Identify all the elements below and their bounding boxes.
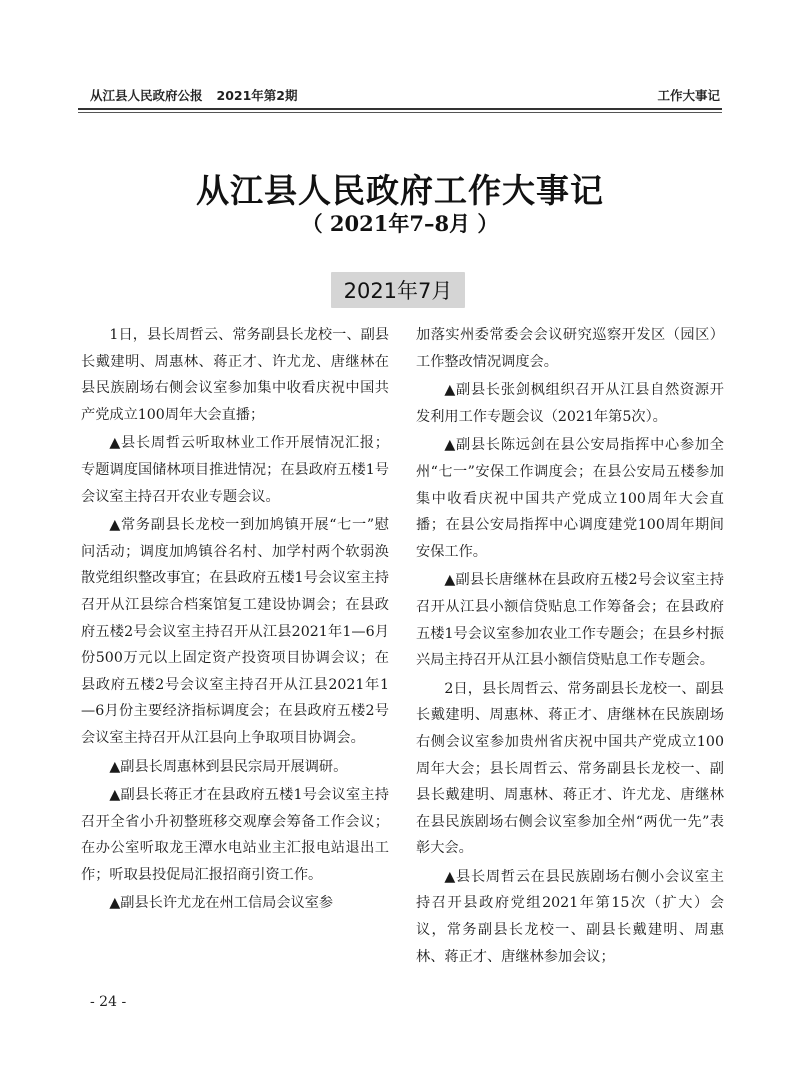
page-subtitle: （ 2021年7–8月 ）: [301, 211, 499, 236]
paragraph: ▲县长周哲云在县民族剧场右侧小会议室主持召开县政府党组2021年第15次（扩大）会议，常务副县长龙校一、副县长戴建明、周惠林、蒋正才、唐继林参加会议；: [416, 868, 724, 965]
paragraph: ▲副县长许尤龙在州工信局会议室参: [109, 895, 334, 912]
paragraph: ▲副县长蒋正才在县政府五楼1号会议室主持召开全省小升初整班移交观摩会筹备工作会议；在办公室听取龙王潭水电站业主汇报电站退出工作；听取县投促局汇报招商引资工作。: [81, 787, 389, 883]
paragraph: ▲常务副县长龙校一到加鸠镇开展“七一”慰问活动；调度加鸠镇谷名村、加学村两个软弱涣散党组织整改事宜；在县政府五楼1号会议室主持召开从江县综合档案馆复工建设协调会；在县政府五楼2号会议室主持召开从江县2021年1—6月份500万元以上固定资产投资项目协调会议；在县政府五楼2号会议室主持召开从江县2021年1—6月份主要经济指标调度会；在县政府五楼2号会议室主持召开从江县向上争取项目协调会。: [81, 517, 389, 746]
right-column: [416, 322, 724, 972]
section-name: 工作大事记: [657, 88, 720, 103]
month-label: 2021年7月: [343, 279, 453, 303]
left-column: [81, 322, 389, 919]
paragraph: ▲副县长张剑枫组织召开从江县自然资源开发利用工作专题会议（2021年第5次）。: [416, 382, 724, 425]
paragraph: 2日，县长周哲云、常务副县长龙校一、副县长戴建明、周惠林、蒋正才、唐继林在民族剧场右侧会议室参加贵州省庆祝中国共产党成立100周年大会；县长周哲云、常务副县长龙校一、副县长戴建明、周惠林、蒋正才、许尤龙、唐继林在县民族剧场右侧会议室参加全州“两优一先”表彰大会。: [416, 680, 724, 857]
paragraph: ▲副县长唐继林在县政府五楼2号会议室主持召开从江县小额信贷贴息工作筹备会；在县政府五楼1号会议室参加农业工作专题会；在县乡村振兴局主持召开从江县小额信贷贴息工作专题会。: [416, 572, 724, 669]
paragraph: 1日，县长周哲云、常务副县长龙校一、副县长戴建明、周惠林、蒋正才、许尤龙、唐继林在县民族剧场右侧会议室参加集中收看庆祝中国共产党成立100周年大会直播；: [81, 327, 389, 423]
header-left: [90, 86, 298, 104]
paragraph-continuation: 加落实州委常委会会议研究巡察开发区（园区）工作整改情况调度会。: [416, 327, 724, 370]
month-heading: [331, 272, 465, 308]
page-number: - 24 -: [90, 994, 127, 1010]
page-title: 从江县人民政府工作大事记: [196, 171, 604, 210]
publication-name: 从江县人民政府公报: [90, 88, 203, 103]
issue-number: 2021年第2期: [216, 88, 298, 103]
header-rule-thin: [78, 112, 722, 113]
paragraph: ▲县长周哲云听取林业工作开展情况汇报；专题调度国储林项目推进情况；在县政府五楼1号会议室主持召开农业专题会议。: [81, 435, 389, 505]
paragraph: ▲副县长周惠林到县民宗局开展调研。: [109, 758, 348, 775]
paragraph: ▲副县长陈远剑在县公安局指挥中心参加全州“七一”安保工作调度会；在县公安局五楼参加集中收看庆祝中国共产党成立100周年大会直播；在县公安局指挥中心调度建党100周年期间安保工作。: [416, 437, 724, 560]
header-rule: [78, 108, 722, 110]
running-header: [90, 86, 720, 106]
